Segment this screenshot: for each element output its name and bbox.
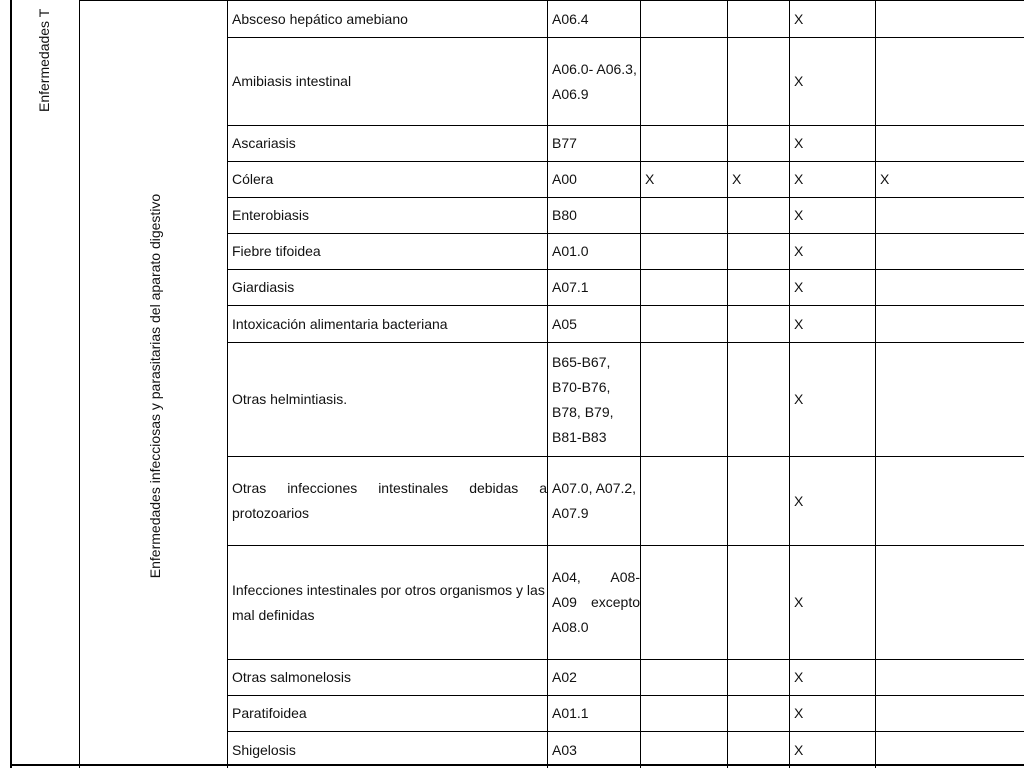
mark-cell: X [790,546,876,660]
mark-cell [876,306,1024,343]
mark-cell [641,343,728,457]
mark-cell [728,546,790,660]
mark-cell [876,198,1024,234]
mark-cell [728,732,790,768]
mark-cell: X [790,660,876,696]
mark-cell [876,732,1024,768]
mark-cell: X [790,38,876,126]
mark-cell [876,343,1024,457]
mark-cell [641,126,728,162]
mark-cell [876,546,1024,660]
mark-cell [876,660,1024,696]
mark-cell: X [641,162,728,198]
mark-cell [728,696,790,732]
mark-cell: X [790,126,876,162]
disease-code: A05 [548,306,641,343]
mark-cell [728,1,790,38]
disease-code: A00 [548,162,641,198]
disease-name: Enterobiasis [228,198,548,234]
disease-code: A06.4 [548,1,641,38]
mark-cell: X [790,162,876,198]
section-label: Enfermedades T [36,8,52,112]
disease-code: A02 [548,660,641,696]
mark-cell: X [790,696,876,732]
mark-cell [728,198,790,234]
mark-cell [641,306,728,343]
mark-cell: X [790,343,876,457]
mark-cell: X [728,162,790,198]
disease-code: A03 [548,732,641,768]
mark-cell [641,696,728,732]
mark-cell: X [790,234,876,270]
mark-cell [876,234,1024,270]
mark-cell [641,546,728,660]
disease-name: Intoxicación alimentaria bacteriana [228,306,548,343]
disease-name: Giardiasis [228,270,548,306]
group-label: Enfermedades infecciosas y parasitarias del aparato digestivo [147,193,163,579]
mark-cell [876,457,1024,546]
table-row [80,1,1024,38]
mark-cell: X [790,1,876,38]
disease-code: A07.0, A07.2, A07.9 [548,457,641,546]
left-border-line [10,0,12,768]
mark-cell [641,1,728,38]
mark-cell [876,126,1024,162]
mark-cell [876,696,1024,732]
mark-cell: X [790,306,876,343]
disease-name: Paratifoidea [228,696,548,732]
mark-cell [728,306,790,343]
disease-name: Shigelosis [228,732,548,768]
mark-cell [641,732,728,768]
disease-code: B65-B67, B70-B76, B78, B79, B81-B83 [548,343,641,457]
mark-cell [641,660,728,696]
disease-name: Absceso hepático amebiano [228,1,548,38]
disease-table [79,0,1024,768]
mark-cell [728,126,790,162]
mark-cell: X [790,457,876,546]
mark-cell [641,457,728,546]
mark-cell [728,234,790,270]
mark-cell: X [876,162,1024,198]
disease-code: A01.0 [548,234,641,270]
disease-name: Fiebre tifoidea [228,234,548,270]
group-cell [80,1,228,768]
mark-cell [728,38,790,126]
disease-name: Otras infecciones intestinales debidas a protozoarios [228,457,548,546]
disease-name: Otras salmonelosis [228,660,548,696]
disease-code: A01.1 [548,696,641,732]
mark-cell [876,38,1024,126]
mark-cell [876,270,1024,306]
disease-code: A07.1 [548,270,641,306]
disease-code: B77 [548,126,641,162]
disease-name: Infecciones intestinales por otros organismos y las mal definidas [228,546,548,660]
mark-cell: X [790,732,876,768]
disease-code: A06.0- A06.3, A06.9 [548,38,641,126]
mark-cell: X [790,270,876,306]
disease-name: Amibiasis intestinal [228,38,548,126]
disease-name: Otras helmintiasis. [228,343,548,457]
mark-cell [728,343,790,457]
mark-cell [641,38,728,126]
mark-cell: X [790,198,876,234]
disease-code: B80 [548,198,641,234]
mark-cell [728,457,790,546]
disease-code: A04, A08- A09 excepto A08.0 [548,546,641,660]
mark-cell [641,270,728,306]
mark-cell [641,234,728,270]
disease-name: Cólera [228,162,548,198]
mark-cell [876,1,1024,38]
mark-cell [641,198,728,234]
mark-cell [728,270,790,306]
mark-cell [728,660,790,696]
disease-name: Ascariasis [228,126,548,162]
